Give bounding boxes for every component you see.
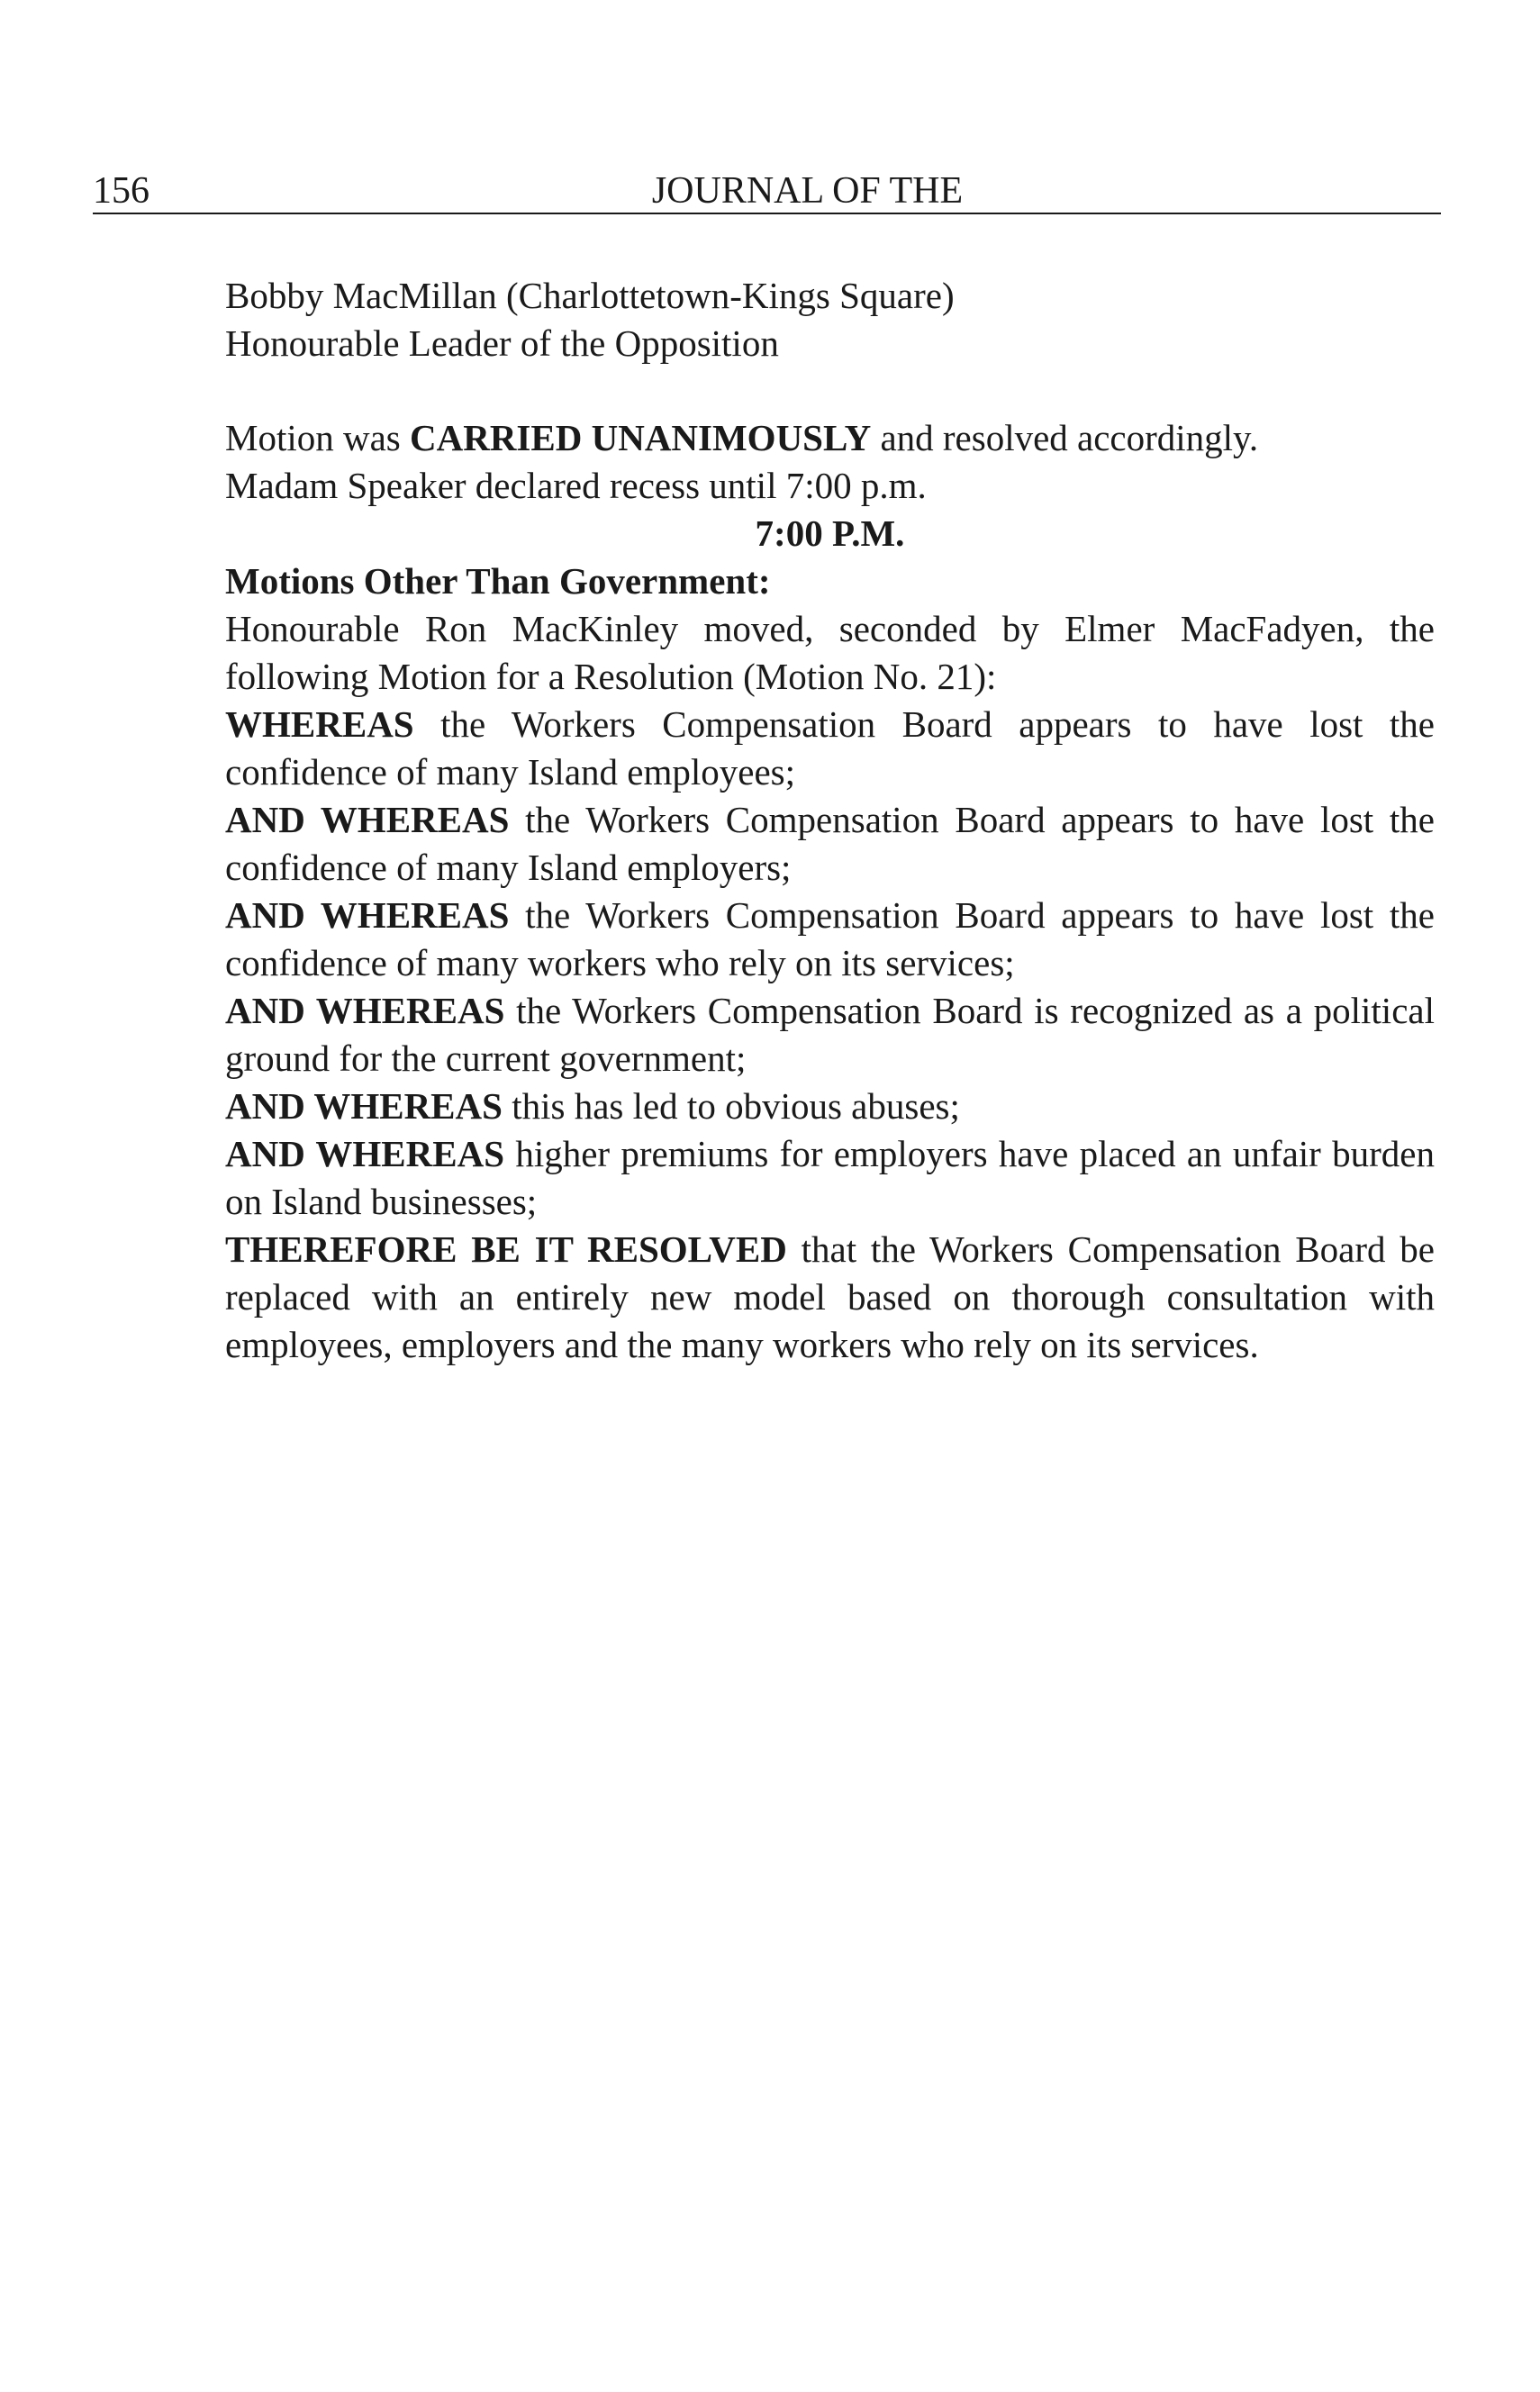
clause-lead: AND WHEREAS — [225, 990, 505, 1031]
motion-intro: Honourable Ron MacKinley moved, seconded by Elmer MacFadyen, the following Motion for a Resolution (Motion No. 21): — [225, 608, 1435, 697]
clause-paragraph: AND WHEREAS the Workers Compensation Board is recognized as a political ground for the current government; — [225, 990, 1435, 1079]
recess-note: Madam Speaker declared recess until 7:00 p.m. — [225, 465, 927, 506]
clause-paragraph: WHEREAS the Workers Compensation Board appears to have lost the confidence of many Island employees; — [225, 703, 1435, 793]
attendance-entry — [225, 272, 1435, 367]
journal-body — [225, 272, 1435, 1369]
motion-result: Motion was CARRIED UNANIMOUSLY and resolved accordingly. — [225, 417, 1259, 458]
member-title: Honourable Leader of the Opposition — [225, 322, 779, 364]
clause-lead: AND WHEREAS — [225, 799, 510, 840]
resolution-lead: THEREFORE BE IT RESOLVED — [225, 1228, 787, 1270]
resolution-paragraph: THEREFORE BE IT RESOLVED that the Workers Compensation Board be replaced with an entirely new model based on thorough consultation with employees, employers and the many workers who rely on its services. — [225, 1228, 1435, 1365]
member-name: Bobby MacMillan (Charlottetown-Kings Square) — [225, 275, 955, 316]
clause-paragraph: AND WHEREAS higher premiums for employers have placed an unfair burden on Island businesses; — [225, 1133, 1435, 1222]
section-heading: Motions Other Than Government: — [225, 560, 771, 602]
clause-paragraph: AND WHEREAS the Workers Compensation Board appears to have lost the confidence of many Island employers; — [225, 799, 1435, 888]
clause-lead: AND WHEREAS — [225, 894, 510, 936]
running-title: JOURNAL OF THE — [651, 170, 964, 212]
clause-lead: AND WHEREAS — [225, 1085, 503, 1127]
time-heading: 7:00 P.M. — [755, 512, 905, 554]
result-emphasis: CARRIED UNANIMOUSLY — [410, 417, 872, 458]
clause-paragraph: AND WHEREAS this has led to obvious abuses; — [225, 1085, 960, 1127]
page-header — [93, 169, 1441, 214]
clause-lead: AND WHEREAS — [225, 1133, 505, 1174]
page-number: 156 — [93, 170, 149, 212]
clause-lead: WHEREAS — [225, 703, 414, 745]
clause-paragraph: AND WHEREAS the Workers Compensation Board appears to have lost the confidence of many workers who rely on its services; — [225, 894, 1435, 983]
